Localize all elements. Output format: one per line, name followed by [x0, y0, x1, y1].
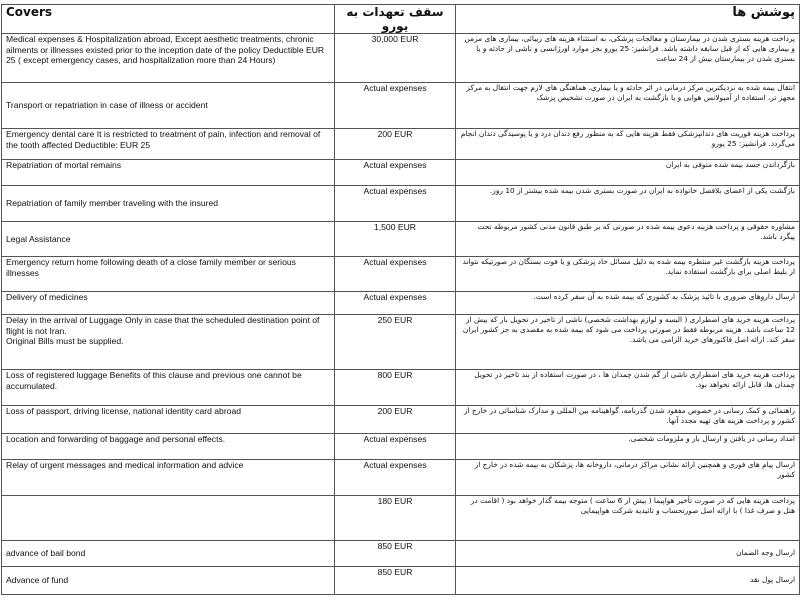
- cover-fa: مشاوره حقوقی و پرداخت هزینه دعوی بیمه شده در صورتی که بر طبق قانون مدنی کشور مربوطه تحت پیگرد باشد.: [456, 222, 800, 257]
- cover-amount: 30,000 EUR: [335, 34, 456, 83]
- cover-amount: Actual expenses: [335, 186, 456, 222]
- cover-en: Location and forwarding of baggage and personal effects.: [2, 434, 335, 460]
- cover-amount: Actual expenses: [335, 434, 456, 460]
- header-covers: Covers: [2, 5, 335, 34]
- cover-amount: Actual expenses: [335, 160, 456, 186]
- coverage-table: [1, 4, 800, 595]
- cover-en: Transport or repatriation in case of illness or accident: [2, 83, 335, 129]
- table-row: [2, 315, 800, 370]
- cover-fa: پرداخت هزینه بستری شدن در بیمارستان و معالجات پزشکی، به استثناء هزینه های زیبائی، بیماری های مزمن و بیماری هایی که از قبل سابقه داشته باشد. فرانشیز: 25 یورو بجز موارد اورژانسی و ناشی از حادثه و یا بستری شدن در بیمارستان بیش از 24 ساعت: [456, 34, 800, 83]
- cover-amount: 850 EUR: [335, 567, 456, 595]
- cover-amount: Actual expenses: [335, 460, 456, 496]
- table-row: [2, 34, 800, 83]
- cover-amount: 200 EUR: [335, 406, 456, 434]
- cover-en: Advance of fund: [2, 567, 335, 595]
- table-row: [2, 370, 800, 406]
- table-row: [2, 406, 800, 434]
- cover-amount: 800 EUR: [335, 370, 456, 406]
- cover-fa: بازگرداندن جسد بیمه شده متوفی به ایران: [456, 160, 800, 186]
- cover-amount: 250 EUR: [335, 315, 456, 370]
- cover-en: [2, 496, 335, 541]
- table-header-row: [2, 5, 800, 34]
- cover-amount: 850 EUR: [335, 541, 456, 567]
- table-row: [2, 460, 800, 496]
- table-row: [2, 496, 800, 541]
- table-row: [2, 257, 800, 292]
- table-row: [2, 160, 800, 186]
- cover-amount: Actual expenses: [335, 83, 456, 129]
- table-row: [2, 129, 800, 160]
- cover-en: Loss of passport, driving license, national identity card abroad: [2, 406, 335, 434]
- cover-en: Emergency dental care It is restricted to treatment of pain, infection and removal of the tooth affected Deductible: EUR 25: [2, 129, 335, 160]
- cover-fa: ارسال پول نقد: [456, 567, 800, 595]
- cover-en: Repatriation of family member traveling with the insured: [2, 186, 335, 222]
- cover-en: Repatriation of mortal remains: [2, 160, 335, 186]
- cover-en: Medical expenses & Hospitalization abroad, Except aesthetic treatments, chronic ailments or illnesses existed prior to the inception date of the policy Deductible EUR 25 ( except emergency cases, and hospitalization more than 24 Hours): [2, 34, 335, 83]
- cover-fa: بازگشت یکی از اعضای بلافصل خانواده به ایران در صورت بستری شدن بیمه شده بیشتر از 10 روز.: [456, 186, 800, 222]
- cover-fa: پرداخت هزینه خرید های اضطراری ( البسه و لوازم بهداشت شخصی) ناشی از تاخیر در تحویل بار که بیش از 12 ساعت باشد. هزینه مربوطه فقط در صورتی پرداخت می شود که بیمه شده به مقصدی به جز کشور ایران سفر کند. ارائه اصل فاکتورهای خرید الزامی می باشد.: [456, 315, 800, 370]
- cover-amount: 200 EUR: [335, 129, 456, 160]
- cover-fa: پرداخت هزینه فوریت های دندانپزشکی فقط هزینه هایی که به منظور رفع دندان درد و یا پوسیدگی دندان انجام می‌گردد. فرانشیز: 25 یورو: [456, 129, 800, 160]
- cover-en: Emergency return home following death of a close family member or serious illnesses: [2, 257, 335, 292]
- cover-fa: ارسال پیام های فوری و همچنین ارائه نشانی مراکز درمانی، داروخانه ها، پزشکان به بیمه شده در خارج از کشور: [456, 460, 800, 496]
- table-row: [2, 541, 800, 567]
- cover-fa: امداد رسانی در یافتن و ارسال بار و ملزومات شخصی.: [456, 434, 800, 460]
- cover-en: Loss of registered luggage Benefits of this clause and previous one cannot be accumulated.: [2, 370, 335, 406]
- cover-en: Relay of urgent messages and medical information and advice: [2, 460, 335, 496]
- cover-fa: ارسال وجه الضمان: [456, 541, 800, 567]
- cover-fa: انتقال بیمه شده به نزدیکترین مرکز درمانی در اثر حادثه و یا بیماری، هماهنگی های لازم جهت انتقال به مرکز مجهز تر، استفاده از آمبولانس هوایی و یا بازگشت به ایران در صورت تشخیص پزشک: [456, 83, 800, 129]
- table-row: [2, 186, 800, 222]
- cover-en: Legal Assistance: [2, 222, 335, 257]
- table-row: [2, 434, 800, 460]
- cover-fa: پرداخت هزینه خرید های اضطراری ناشی از گم شدن چمدان ها ، در صورت استفاده از بند تاخیر در تحویل چمدان ها، قابل ارائه نخواهد بود.: [456, 370, 800, 406]
- cover-en: advance of bail bond: [2, 541, 335, 567]
- cover-amount: 180 EUR: [335, 496, 456, 541]
- cover-fa: ارسال داروهای ضروری با تائید پزشک به کشوری که بیمه شده به آن سفر کرده است.: [456, 292, 800, 315]
- cover-fa: پرداخت هزینه هایی که در صورت تأخیر هواپیما ( بیش از 6 ساعت ) متوجه بیمه گذار خواهد بود ( اقامت در هتل و صرف غذا ) با ارائه اصل صورتحساب و تائیدیه شرکت هواپیمایی: [456, 496, 800, 541]
- table-row: [2, 222, 800, 257]
- cover-fa: پرداخت هزینه بازگشت غیر منتظره بیمه شده به دلیل مسائل حاد پزشکی و یا فوت بستگان در صورتیکه نتواند از بلیط اصلی برای بازگشت استفاده نماید.: [456, 257, 800, 292]
- cover-en: Delivery of medicines: [2, 292, 335, 315]
- cover-amount: 1,500 EUR: [335, 222, 456, 257]
- table-row: [2, 292, 800, 315]
- cover-en: Delay in the arrival of Luggage Only in case that the scheduled destination point of flight is not Iran. Original Bills must be supplied.: [2, 315, 335, 370]
- header-covers-fa: پوشش ها: [456, 5, 800, 34]
- cover-amount: Actual expenses: [335, 292, 456, 315]
- table-row: [2, 83, 800, 129]
- cover-fa: راهنمائی و کمک رسانی در خصوص مفقود شدن گذرنامه، گواهینامه بین المللی و مدارک شناسائی در خارج از کشور و پرداخت هزینه های تهیه مجدد آنها.: [456, 406, 800, 434]
- header-amount: سقف تعهدات به یورو: [335, 5, 456, 34]
- cover-amount: Actual expenses: [335, 257, 456, 292]
- table-row: [2, 567, 800, 595]
